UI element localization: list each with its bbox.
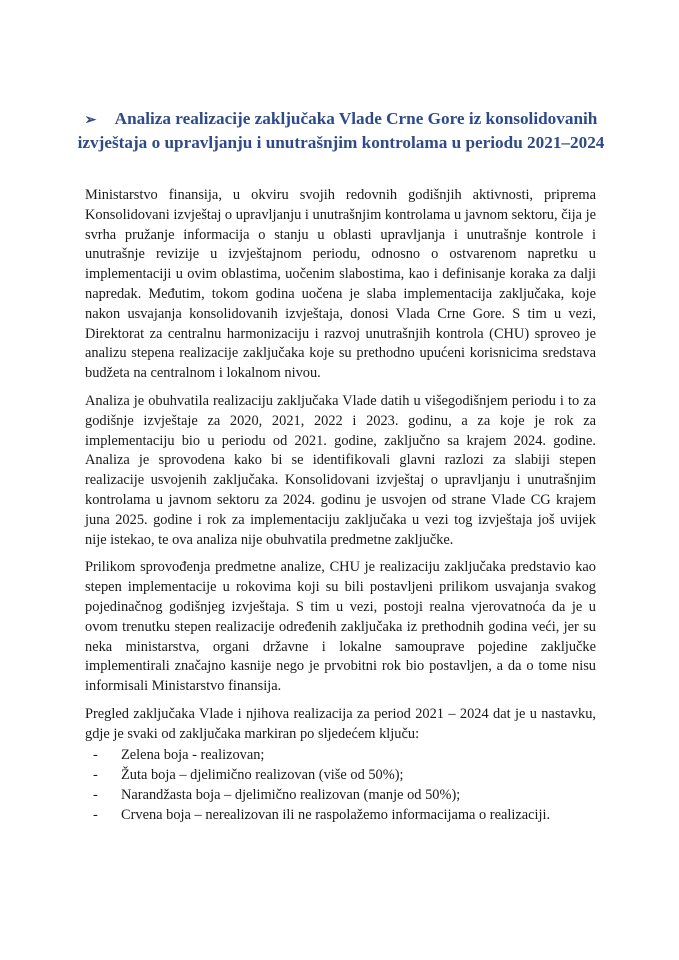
list-item-text: Crvena boja – nerealizovan ili ne raspolažemo informacijama o realizaciji. <box>121 806 551 823</box>
paragraph-scope: Analiza je obuhvatila realizaciju zaključaka Vlade datih u višegodišnjem periodu i to za godišnje izvještaje za 2020, 2021, 2022 i 2023. godinu, a za koje je rok za implementaciju bio u periodu od 2021. godine, zaključno sa krajem 2024. godine. Analiza je sprovodena kako bi se identifikovali glavni razlozi za slabiji stepen realizacije usvojenih zaključaka. Konsolidovani izvještaj o upravljanju i unutrašnjim kontrolama u javnom sektoru za 2024. godinu je usvojen od strane Vlade CG krajem juna 2025. godine i rok za implementaciju zaključaka u vezi tog izvještaja još uvijek nije istekao, te ova analiza nije obuhvatila predmetne zaključke. <box>85 392 596 548</box>
paragraph-method: Prilikom sprovođenja predmetne analize, CHU je realizaciju zaključaka predstavio kao stepen implementacije u rokovima koji su bili postavljeni prilikom usvajanja svakog pojedinačnog godišnjeg izvještaja. S tim u vezi, postoji realna vjerovatnoća da je u ovom trenutku stepen realizacije određenih zaključaka iz prethodnih godina veći, jer su neka ministarstva, organi državne i lokalne samouprave pojedine zaključke implementirali značajno kasnije nego je prvobitni rok bio postavljen, a da o tome nisu informisali Ministarstvo finansija. <box>85 559 596 695</box>
dash-bullet: - <box>93 746 98 763</box>
list-item-text: Narandžasta boja – djelimično realizovan (manje od 50%); <box>121 786 461 803</box>
list-item-text: Zelena boja - realizovan; <box>121 746 265 763</box>
section-heading <box>71 108 611 154</box>
list-item-green <box>85 745 596 765</box>
document-page <box>77 108 605 825</box>
dash-bullet: - <box>93 766 98 783</box>
paragraph-intro: Ministarstvo finansija, u okviru svojih redovnih godišnjih aktivnosti, priprema Konsolidovani izvještaj o upravljanju i unutrašnjim kontrolama u javnom sektoru, čija je svrha pružanje informacija o stanju u oblasti upravljanja i unutrašnje kontrole i unutrašnje revizije u izvještajnom periodu, odnosno o ostvarenom napretku u implementaciji u ovim oblastima, uočenim slabostima, kao i definisanje koraka za dalji napredak. Međutim, tokom godina uočena je slaba implementacija zaključaka, koje nakon usvajanja konsolidovanih izvještaja, donosi Vlada Crne Gore. S tim u vezi, Direktorat za centralnu harmonizaciju i razvoj unutrašnjih kontrola (CHU) sproveo je analizu stepena realizacije zaključaka koje su prethodno upućeni korisnicima sredstava budžeta na centralnom i lokalnom nivou. <box>85 187 596 382</box>
list-item-orange <box>85 785 596 805</box>
heading-text: Analiza realizacije zaključaka Vlade Crne Gore iz konsolidovanih izvještaja o upravljanju i unutrašnjim kontrolama u periodu 2021–2024 <box>77 109 605 152</box>
dash-bullet: - <box>93 806 98 823</box>
list-item-text: Žuta boja – djelimično realizovan (više od 50%); <box>121 766 404 783</box>
list-item-yellow <box>85 765 596 785</box>
color-key-list <box>85 745 596 825</box>
arrowhead-bullet-icon: ➢ <box>84 113 97 128</box>
list-item-red <box>85 805 596 825</box>
paragraph-key-intro: Pregled zaključaka Vlade i njihova realizacija za period 2021 – 2024 dat je u nastavku, gdje je svaki od zaključaka markiran po sljedećem ključu: <box>85 705 596 742</box>
dash-bullet: - <box>93 786 98 803</box>
